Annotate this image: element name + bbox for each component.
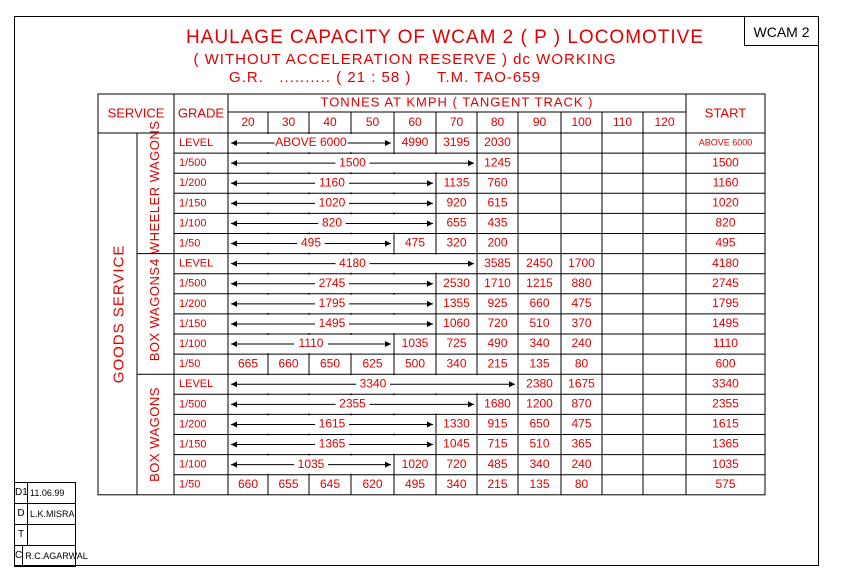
value-cell: 655 bbox=[446, 215, 467, 230]
tonnes-header: TONNES AT KMPH ( TANGENT TRACK ) bbox=[320, 94, 594, 110]
value-cell: 820 bbox=[321, 215, 343, 230]
value-cell: 2530 bbox=[443, 275, 470, 290]
start-cell: 1035 bbox=[712, 456, 739, 471]
value-cell: 615 bbox=[487, 195, 508, 210]
value-cell: 340 bbox=[446, 476, 467, 491]
value-cell: 720 bbox=[487, 316, 508, 331]
speed-header: 30 bbox=[281, 115, 296, 130]
grade-cell: 1/100 bbox=[179, 217, 207, 230]
value-cell: 870 bbox=[571, 396, 592, 411]
value-cell: 1045 bbox=[443, 436, 470, 451]
value-cell: 1365 bbox=[318, 436, 346, 451]
value-cell: 650 bbox=[319, 356, 341, 371]
speed-header: 50 bbox=[365, 115, 380, 130]
value-cell: 625 bbox=[362, 356, 383, 371]
value-cell: 340 bbox=[529, 456, 550, 471]
value-cell: 135 bbox=[529, 356, 550, 371]
value-cell: 1020 bbox=[318, 195, 346, 210]
group-label: 4 WHEELER WAGONS bbox=[146, 120, 162, 267]
start-cell: 1495 bbox=[712, 316, 739, 331]
value-cell: 880 bbox=[571, 275, 592, 290]
value-cell: 1700 bbox=[568, 255, 595, 270]
approval-stamp bbox=[14, 482, 88, 567]
grade-cell: 1/150 bbox=[179, 317, 207, 330]
stamp-key: C bbox=[15, 546, 23, 566]
value-cell: 4990 bbox=[401, 135, 429, 150]
value-cell: 655 bbox=[278, 476, 299, 491]
stamp-row bbox=[15, 483, 75, 504]
value-cell: 650 bbox=[529, 416, 550, 431]
start-cell: 575 bbox=[715, 476, 736, 491]
value-cell: 490 bbox=[487, 336, 508, 351]
grade-cell: 1/50 bbox=[179, 358, 201, 371]
speed-header: 90 bbox=[532, 115, 547, 130]
value-cell: 1680 bbox=[484, 396, 511, 411]
value-cell: 80 bbox=[574, 356, 589, 371]
speed-header: 100 bbox=[571, 115, 592, 130]
value-cell: 200 bbox=[487, 235, 508, 250]
value-cell: 475 bbox=[571, 296, 592, 311]
value-cell: 645 bbox=[319, 476, 341, 491]
start-cell: 1160 bbox=[712, 175, 739, 190]
group-label: BOX WAGONS bbox=[146, 387, 162, 482]
value-cell: 320 bbox=[446, 235, 467, 250]
grade-cell: 1/100 bbox=[179, 337, 207, 350]
value-cell: 80 bbox=[574, 476, 589, 491]
value-cell: 1500 bbox=[339, 155, 366, 170]
value-cell: 4180 bbox=[339, 255, 366, 270]
value-cell: 1795 bbox=[318, 296, 346, 311]
stamp-value: L.K.MISRA bbox=[30, 509, 75, 519]
value-cell: 1135 bbox=[443, 175, 470, 190]
value-cell: 475 bbox=[404, 235, 426, 250]
value-cell: 485 bbox=[487, 456, 508, 471]
start-cell: 495 bbox=[715, 235, 736, 250]
value-cell: 660 bbox=[529, 296, 550, 311]
start-header: START bbox=[704, 105, 747, 121]
value-cell: 1035 bbox=[297, 456, 325, 471]
stamp-key: D1 bbox=[15, 483, 28, 503]
value-cell: 2450 bbox=[526, 255, 553, 270]
speed-header: 110 bbox=[612, 115, 633, 130]
start-cell: 1110 bbox=[713, 336, 738, 351]
value-cell: 1495 bbox=[318, 316, 346, 331]
stamp-row bbox=[15, 525, 75, 546]
value-cell: 920 bbox=[446, 195, 467, 210]
value-cell: 340 bbox=[446, 356, 467, 371]
start-cell: 3340 bbox=[712, 376, 739, 391]
stamp-row bbox=[15, 504, 75, 525]
grade-cell: 1/500 bbox=[179, 277, 207, 290]
value-cell: 620 bbox=[362, 476, 383, 491]
value-cell: 1020 bbox=[401, 456, 429, 471]
grade-cell: 1/500 bbox=[179, 157, 207, 170]
value-cell: 660 bbox=[237, 476, 259, 491]
stamp-value: R.C.AGARWAL bbox=[25, 551, 88, 561]
value-cell: 1710 bbox=[484, 275, 511, 290]
title-line-2: ( WITHOUT ACCELERATION RESERVE ) dc WORKING bbox=[193, 51, 617, 68]
value-cell: 1615 bbox=[318, 416, 346, 431]
group-label: BOX WAGONS bbox=[146, 266, 162, 362]
value-cell: 3585 bbox=[484, 255, 511, 270]
grade-cell: LEVEL bbox=[179, 136, 214, 149]
grade-cell: 1/200 bbox=[179, 418, 207, 431]
grade-cell: 1/200 bbox=[179, 177, 207, 190]
value-cell: 720 bbox=[446, 456, 467, 471]
speed-header: 70 bbox=[449, 115, 464, 130]
value-cell: 1355 bbox=[443, 296, 470, 311]
start-cell: 600 bbox=[715, 356, 736, 371]
speed-header: 60 bbox=[408, 115, 422, 130]
grade-header: GRADE bbox=[177, 105, 225, 121]
value-cell: 370 bbox=[571, 316, 592, 331]
service-header: SERVICE bbox=[107, 105, 165, 121]
value-cell: 495 bbox=[404, 476, 426, 491]
value-cell: 1035 bbox=[401, 336, 429, 351]
value-cell: 1200 bbox=[526, 396, 553, 411]
value-cell: 500 bbox=[404, 356, 426, 371]
value-cell: 215 bbox=[487, 356, 508, 371]
value-cell: 365 bbox=[571, 436, 592, 451]
stamp-value: 11.06.99 bbox=[30, 488, 65, 498]
start-cell: 1795 bbox=[712, 296, 739, 311]
value-cell: 1110 bbox=[298, 336, 324, 351]
value-cell: 725 bbox=[446, 336, 467, 351]
value-cell: 135 bbox=[529, 476, 550, 491]
value-cell: 1215 bbox=[526, 275, 553, 290]
grade-cell: LEVEL bbox=[179, 257, 214, 270]
value-cell: 925 bbox=[487, 296, 508, 311]
value-cell: 665 bbox=[237, 356, 259, 371]
value-cell: 2380 bbox=[526, 376, 553, 391]
start-cell: 2355 bbox=[712, 396, 739, 411]
grade-cell: 1/150 bbox=[179, 438, 207, 451]
start-cell: 1615 bbox=[712, 416, 739, 431]
value-cell: 495 bbox=[300, 235, 322, 250]
value-cell: 510 bbox=[529, 436, 550, 451]
grade-cell: 1/50 bbox=[179, 237, 201, 250]
value-cell: 1245 bbox=[484, 155, 511, 170]
start-cell: 1020 bbox=[712, 195, 739, 210]
value-cell: 1330 bbox=[443, 416, 470, 431]
value-cell: ABOVE 6000 bbox=[275, 135, 347, 150]
value-cell: 1060 bbox=[443, 316, 470, 331]
title-line-1: HAULAGE CAPACITY OF WCAM 2 ( P ) LOCOMOTIVE bbox=[185, 27, 705, 48]
value-cell: 215 bbox=[487, 476, 508, 491]
value-cell: 510 bbox=[529, 316, 550, 331]
value-cell: 1675 bbox=[568, 376, 595, 391]
value-cell: 340 bbox=[529, 336, 550, 351]
grade-cell: 1/50 bbox=[179, 478, 201, 491]
start-cell: ABOVE 6000 bbox=[698, 137, 753, 148]
value-cell: 1160 bbox=[319, 175, 345, 190]
value-cell: 2030 bbox=[484, 135, 511, 150]
speed-header: 40 bbox=[323, 115, 337, 130]
title-line-3: G.R. .......... ( 21 : 58 ) T.M. TAO-659 bbox=[229, 69, 541, 86]
value-cell: 240 bbox=[571, 456, 592, 471]
stamp-key: D bbox=[15, 504, 28, 524]
speed-header: 120 bbox=[654, 115, 675, 130]
value-cell: 435 bbox=[487, 215, 508, 230]
grade-cell: 1/200 bbox=[179, 297, 207, 310]
value-cell: 240 bbox=[571, 336, 592, 351]
value-cell: 2745 bbox=[318, 275, 346, 290]
stamp-row bbox=[15, 546, 88, 566]
value-cell: 2355 bbox=[339, 396, 366, 411]
service-label: GOODS SERVICE bbox=[110, 244, 128, 384]
value-cell: 915 bbox=[487, 416, 508, 431]
start-cell: 2745 bbox=[712, 275, 739, 290]
value-cell: 3340 bbox=[359, 376, 387, 391]
start-cell: 1365 bbox=[712, 436, 739, 451]
speed-header: 80 bbox=[490, 115, 505, 130]
grade-cell: 1/100 bbox=[179, 458, 207, 471]
value-cell: 760 bbox=[487, 175, 508, 190]
value-cell: 475 bbox=[571, 416, 592, 431]
drawing-tag: WCAM 2 bbox=[744, 16, 819, 46]
value-cell: 715 bbox=[487, 436, 508, 451]
grade-cell: 1/150 bbox=[179, 197, 207, 210]
grade-cell: LEVEL bbox=[179, 378, 214, 391]
speed-header: 20 bbox=[241, 115, 255, 130]
value-cell: 660 bbox=[278, 356, 299, 371]
start-cell: 820 bbox=[715, 215, 736, 230]
stamp-key: T bbox=[15, 525, 28, 545]
start-cell: 4180 bbox=[712, 255, 739, 270]
start-cell: 1500 bbox=[712, 155, 739, 170]
value-cell: 3195 bbox=[443, 135, 470, 150]
grade-cell: 1/500 bbox=[179, 398, 207, 411]
